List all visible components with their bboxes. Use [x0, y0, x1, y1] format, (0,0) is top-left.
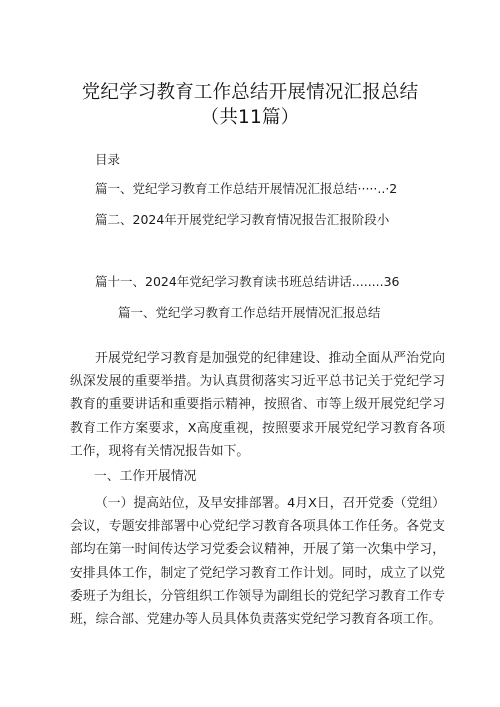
body-heading-1: 一、工作开展情况 — [94, 469, 197, 484]
document-subtitle: （共11篇） — [200, 107, 300, 128]
toc-entry-2[interactable]: 篇二、2024年开展党纪学习教育情况报告汇报阶段小 — [95, 212, 390, 227]
document-title: 党纪学习教育工作总结开展情况汇报总结 — [81, 82, 419, 103]
body-paragraph-1: 开展党纪学习教育是加强党的纪律建设、推动全面从严治党向纵深发展的重要举措。为认真贯彻落实习近平总书记关于党纪学习教育的重要讲话和重要指示精神，按照省、市等上级开展党纪学习教育工作方案要求，X高度重视，按照要求开展党纪学习教育各项工作，现将有关情况报告如下。 — [70, 351, 445, 459]
body-paragraph-2: （一）提高站位，及早安排部署。4月X日，召开党委（党组）会议，专题安排部署中心党纪学习教育各项具体工作任务。各党支部均在第一时间传达学习党委会议精神，开展了第一次集中学习，安排具体工作，制定了党纪学习教育工作计划。同时，成立了以党委班子为组长，分管组织工作领导为副组长的党纪学习教育工作专班，综合部、党建办等人员具体负责落实党纪学习教育各项工作。 — [70, 496, 445, 628]
toc-entry-11[interactable]: 篇十一、2024年党纪学习教育读书班总结讲话........36 — [95, 274, 400, 289]
toc-heading: 目录 — [95, 152, 121, 167]
toc-entry-1[interactable]: 篇一、党纪学习教育工作总结开展情况汇报总结·····..·2 — [95, 181, 398, 196]
section-title: 篇一、党纪学习教育工作总结开展情况汇报总结 — [118, 305, 381, 320]
